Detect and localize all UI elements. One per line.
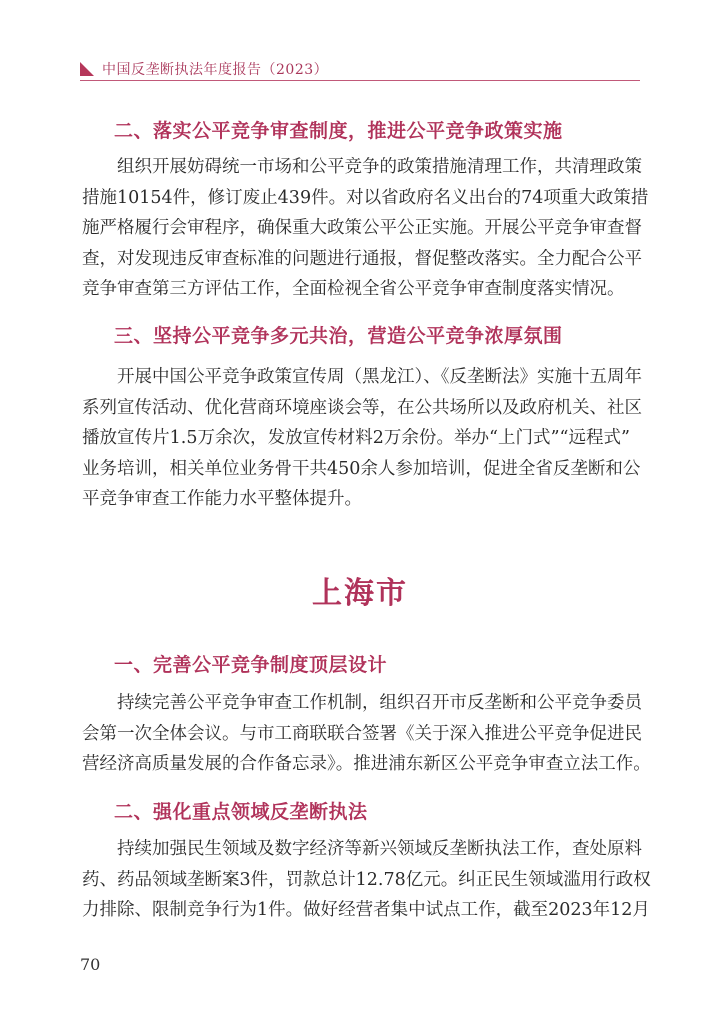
paragraph-line: 力排除、限制竞争行为1件。做好经营者集中试点工作，截至2023年12月 xyxy=(82,900,650,920)
header-title: 中国反垄断执法年度报告（2023） xyxy=(102,62,329,78)
paragraph-line: 组织开展妨碍统一市场和公平竞争的政策措施清理工作，共清理政策 xyxy=(117,157,642,177)
section-heading-top-level-design: 一、完善公平竞争制度顶层设计 xyxy=(114,654,388,676)
paragraph-line: 开展中国公平竞争政策宣传周（黑龙江）、《反垄断法》实施十五周年 xyxy=(117,367,642,387)
paragraph-top-level-design xyxy=(82,688,651,780)
paragraph-line: 平竞争审查工作能力水平整体提升。 xyxy=(82,489,362,509)
paragraph-line: 会第一次全体会议。与市工商联联合签署《关于深入推进公平竞争促进民 xyxy=(82,723,642,744)
paragraph-line: 业务培训，相关单位业务骨干共450余人参加培训，促进全省反垄断和公 xyxy=(82,458,641,479)
section-heading-implement-review: 二、落实公平竞争审查制度，推进公平竞争政策实施 xyxy=(114,120,563,142)
running-header xyxy=(80,58,640,80)
section-heading-co-governance: 三、坚持公平竞争多元共治，营造公平竞争浓厚氛围 xyxy=(114,325,563,347)
paragraph-line: 持续加强民生领域及数字经济等新兴领域反垄断执法工作，查处原料 xyxy=(117,839,642,859)
paragraph-line: 持续完善公平竞争审查工作机制，组织召开市反垄断和公平竞争委员 xyxy=(117,693,642,713)
paragraph-enforcement xyxy=(82,834,651,926)
header-divider xyxy=(80,80,640,81)
paragraph-line: 营经济高质量发展的合作备忘录》。推进浦东新区公平竞争审查立法工作。 xyxy=(82,754,651,774)
paragraph-line: 施严格履行会审程序，确保重大政策公平公正实施。开展公平竞争审查督 xyxy=(82,218,642,238)
city-title: 上海市 xyxy=(312,576,408,611)
paragraph-implement-review xyxy=(82,152,649,305)
paragraph-line: 措施10154件，修订废止439件。对以省政府名义出台的74项重大政策措 xyxy=(82,187,649,208)
paragraph-line: 药、药品领域垄断案3件，罚款总计12.78亿元。纠正民生领域滥用行政权 xyxy=(82,869,651,890)
paragraph-line: 查，对发现违反审查标准的问题进行通报，督促整改落实。全力配合公平 xyxy=(82,248,642,269)
section-heading-enforcement: 二、强化重点领域反垄断执法 xyxy=(114,801,368,823)
paragraph-co-governance xyxy=(82,362,642,515)
page-number: 70 xyxy=(80,955,101,974)
paragraph-line: 系列宣传活动、优化营商环境座谈会等，在公共场所以及政府机关、社区 xyxy=(82,397,642,418)
paragraph-line: 竞争审查第三方评估工作，全面检视全省公平竞争审查制度落实情况。 xyxy=(82,279,625,299)
header-corner-mark xyxy=(80,62,94,76)
paragraph-line: 播放宣传片1.5万余次，发放宣传材料2万余份。举办“上门式”“远程式” xyxy=(82,428,630,448)
